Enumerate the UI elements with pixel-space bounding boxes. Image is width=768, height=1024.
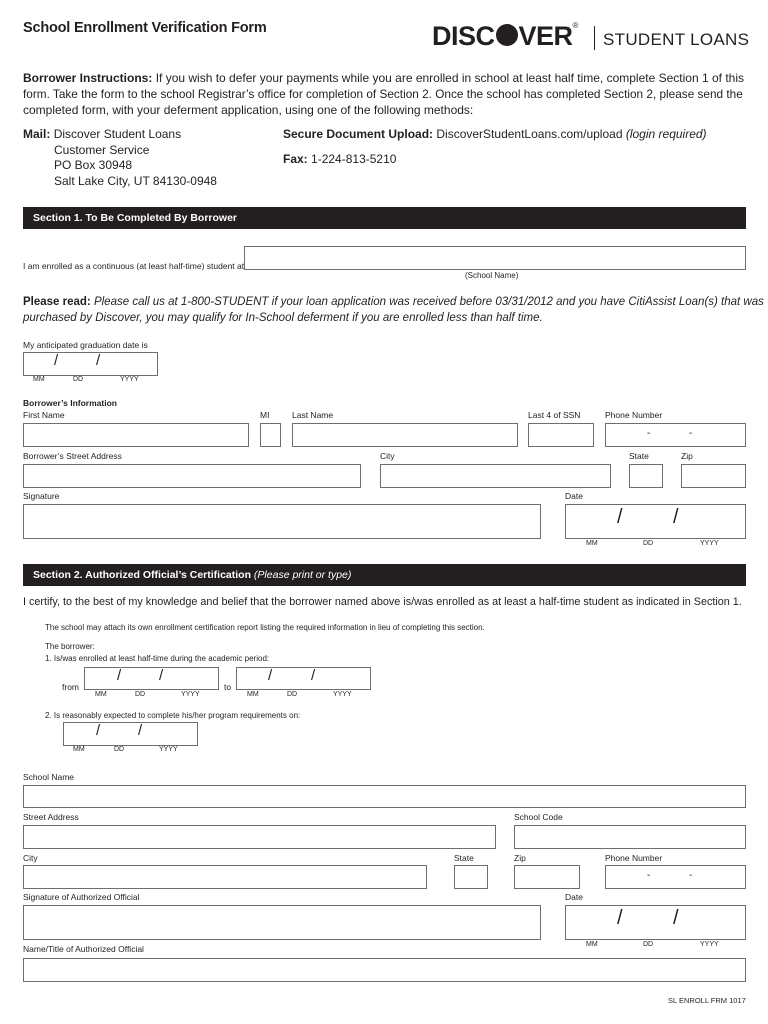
date-slash: / bbox=[96, 352, 101, 369]
school-state-label: State bbox=[454, 853, 474, 863]
date-yyyy: YYYY bbox=[700, 941, 719, 948]
official-name-label: Name/Title of Authorized Official bbox=[23, 944, 144, 954]
zip-field[interactable] bbox=[681, 464, 746, 488]
school-state-field[interactable] bbox=[454, 865, 488, 889]
phone-label: Phone Number bbox=[605, 410, 663, 420]
from-label: from bbox=[62, 682, 79, 692]
city-field[interactable] bbox=[380, 464, 611, 488]
date-mm: MM bbox=[95, 691, 107, 698]
school-code-label: School Code bbox=[514, 812, 563, 822]
school-zip-label: Zip bbox=[514, 853, 526, 863]
date-dd: DD bbox=[114, 746, 125, 753]
mail-line1: Discover Student Loans bbox=[53, 127, 182, 141]
phone-dash: - bbox=[647, 428, 651, 439]
last-name-label: Last Name bbox=[292, 410, 334, 420]
date-slash: / bbox=[268, 667, 273, 684]
city-label: City bbox=[380, 451, 395, 461]
mail-line3: PO Box 30948 bbox=[54, 158, 133, 172]
official-name-field[interactable] bbox=[23, 958, 746, 982]
borrower-text: The borrower: bbox=[45, 642, 95, 651]
instructions-line2: form. Take the form to the school Registrar’s office for completion of Section 2. Once the school has completed Section 2, please send the bbox=[23, 87, 743, 101]
please-read-label: Please read: bbox=[23, 296, 91, 308]
date-mm: MM bbox=[247, 691, 259, 698]
date-mm: MM bbox=[586, 941, 598, 948]
signature-label: Signature bbox=[23, 491, 60, 501]
section1-header: Section 1. To Be Completed By Borrower bbox=[23, 207, 746, 229]
form-title: School Enrollment Verification Form bbox=[23, 20, 267, 36]
date-slash: / bbox=[117, 667, 122, 684]
item1-text: 1. Is/was enrolled at least half-time during the academic period: bbox=[45, 654, 270, 663]
date-dd: DD bbox=[643, 540, 654, 547]
attach-text: The school may attach its own enrollment certification report listing the required information in lieu of completing this section. bbox=[45, 623, 485, 632]
section2-title-note: (Please print or type) bbox=[251, 569, 352, 581]
school-street-field[interactable] bbox=[23, 825, 496, 849]
fax-number: 1-224-813-5210 bbox=[311, 152, 397, 166]
date-yyyy: YYYY bbox=[700, 540, 719, 547]
phone-dash: - bbox=[689, 428, 693, 439]
signature-date-field[interactable] bbox=[565, 504, 746, 539]
school-name-field-2[interactable] bbox=[23, 785, 746, 808]
zip-label: Zip bbox=[681, 451, 693, 461]
mail-line2: Customer Service bbox=[54, 143, 150, 157]
date-dd: DD bbox=[73, 376, 84, 383]
date-slash: / bbox=[673, 506, 679, 528]
enrolled-text: I am enrolled as a continuous (at least half-time) student at bbox=[23, 261, 245, 271]
section2-title: Section 2. Authorized Official’s Certification bbox=[33, 569, 252, 581]
official-signature-label: Signature of Authorized Official bbox=[23, 892, 140, 902]
date-mm: MM bbox=[586, 540, 598, 547]
logo-divider bbox=[594, 26, 595, 50]
date-dd: DD bbox=[643, 941, 654, 948]
phone-dash: - bbox=[647, 870, 651, 881]
school-phone-label: Phone Number bbox=[605, 853, 663, 863]
graduation-label: My anticipated graduation date is bbox=[23, 340, 148, 350]
to-label: to bbox=[224, 682, 232, 692]
logo-product: STUDENT LOANS bbox=[603, 30, 750, 49]
phone-field[interactable] bbox=[605, 423, 746, 447]
street-label: Borrower’s Street Address bbox=[23, 451, 122, 461]
logo-registered-mark: ® bbox=[572, 21, 579, 30]
date-yyyy: YYYY bbox=[333, 691, 352, 698]
school-city-label: City bbox=[23, 853, 38, 863]
school-city-field[interactable] bbox=[23, 865, 427, 889]
please-read-line2: purchased by Discover, you may qualify for In-School deferment if you are enrolled less than half time. bbox=[23, 312, 543, 324]
to-date-field[interactable] bbox=[236, 667, 371, 690]
from-date-field[interactable] bbox=[84, 667, 219, 690]
state-field[interactable] bbox=[629, 464, 663, 488]
please-read bbox=[23, 294, 764, 326]
logo-text: DISC bbox=[432, 21, 495, 51]
logo-orange-dot-icon bbox=[496, 24, 518, 46]
school-name-label: School Name bbox=[23, 772, 75, 782]
date-slash: / bbox=[617, 907, 623, 929]
date-slash: / bbox=[617, 506, 623, 528]
official-date-field[interactable] bbox=[565, 905, 746, 940]
date-slash: / bbox=[159, 667, 164, 684]
instructions-line3: completed form, with your deferment application, using one of the following methods: bbox=[23, 103, 474, 117]
date-slash: / bbox=[138, 722, 143, 739]
date-slash: / bbox=[96, 722, 101, 739]
mi-label: MI bbox=[260, 410, 270, 420]
school-street-label: Street Address bbox=[23, 812, 79, 822]
school-phone-field[interactable] bbox=[605, 865, 746, 889]
discover-logo bbox=[432, 21, 578, 53]
ssn-field[interactable] bbox=[528, 423, 594, 447]
school-code-field[interactable] bbox=[514, 825, 746, 849]
school-name-field[interactable] bbox=[244, 246, 746, 270]
date-slash: / bbox=[311, 667, 316, 684]
school-zip-field[interactable] bbox=[514, 865, 580, 889]
date-yyyy: YYYY bbox=[159, 746, 178, 753]
instructions-line1: If you wish to defer your payments while you are enrolled in school at least half time, complete Section 1 of this bbox=[152, 71, 744, 85]
upload-block bbox=[283, 126, 707, 142]
logo-text-2: VER bbox=[518, 21, 573, 51]
fax-label: Fax: bbox=[283, 152, 308, 166]
mail-label: Mail: bbox=[23, 127, 51, 141]
instructions bbox=[23, 70, 753, 118]
state-label: State bbox=[629, 451, 649, 461]
school-name-caption: (School Name) bbox=[465, 271, 519, 280]
upload-url[interactable]: DiscoverStudentLoans.com/upload bbox=[436, 127, 623, 141]
item2-text: 2. Is reasonably expected to complete his/her program requirements on: bbox=[45, 711, 301, 720]
date-label: Date bbox=[565, 491, 583, 501]
date-mm: MM bbox=[73, 746, 85, 753]
first-name-label: First Name bbox=[23, 410, 65, 420]
date-slash: / bbox=[673, 907, 679, 929]
official-date-label: Date bbox=[565, 892, 583, 902]
official-signature-field[interactable] bbox=[23, 905, 541, 940]
date-mm: MM bbox=[33, 376, 45, 383]
last-name-field[interactable] bbox=[292, 423, 518, 447]
street-field[interactable] bbox=[23, 464, 361, 488]
please-read-line1: Please call us at 1-800-STUDENT if your loan application was received before 03/31/2012 and you have CitiAssist Loan(s) that was bbox=[90, 296, 764, 308]
signature-field[interactable] bbox=[23, 504, 541, 539]
section2-header bbox=[23, 564, 746, 586]
date-slash: / bbox=[54, 352, 59, 369]
mail-block bbox=[23, 126, 181, 142]
borrower-info-heading: Borrower’s Information bbox=[23, 398, 117, 408]
form-code: SL ENROLL FRM 1017 bbox=[668, 996, 746, 1005]
upload-note: (login required) bbox=[625, 127, 707, 141]
instructions-label: Borrower Instructions: bbox=[23, 71, 153, 85]
upload-label: Secure Document Upload: bbox=[283, 127, 434, 141]
date-dd: DD bbox=[135, 691, 146, 698]
date-dd: DD bbox=[287, 691, 298, 698]
ssn-label: Last 4 of SSN bbox=[528, 410, 581, 420]
fax-block bbox=[283, 151, 396, 167]
date-yyyy: YYYY bbox=[181, 691, 200, 698]
date-yyyy: YYYY bbox=[120, 376, 139, 383]
mi-field[interactable] bbox=[260, 423, 281, 447]
certify-text: I certify, to the best of my knowledge and belief that the borrower named above is/was enrolled as at least a half-time student as indicated in Section 1. bbox=[23, 596, 742, 608]
completion-date-field[interactable] bbox=[63, 722, 198, 746]
mail-line4: Salt Lake City, UT 84130-0948 bbox=[54, 174, 217, 188]
graduation-date-field[interactable] bbox=[23, 352, 158, 376]
first-name-field[interactable] bbox=[23, 423, 249, 447]
phone-dash: - bbox=[689, 870, 693, 881]
